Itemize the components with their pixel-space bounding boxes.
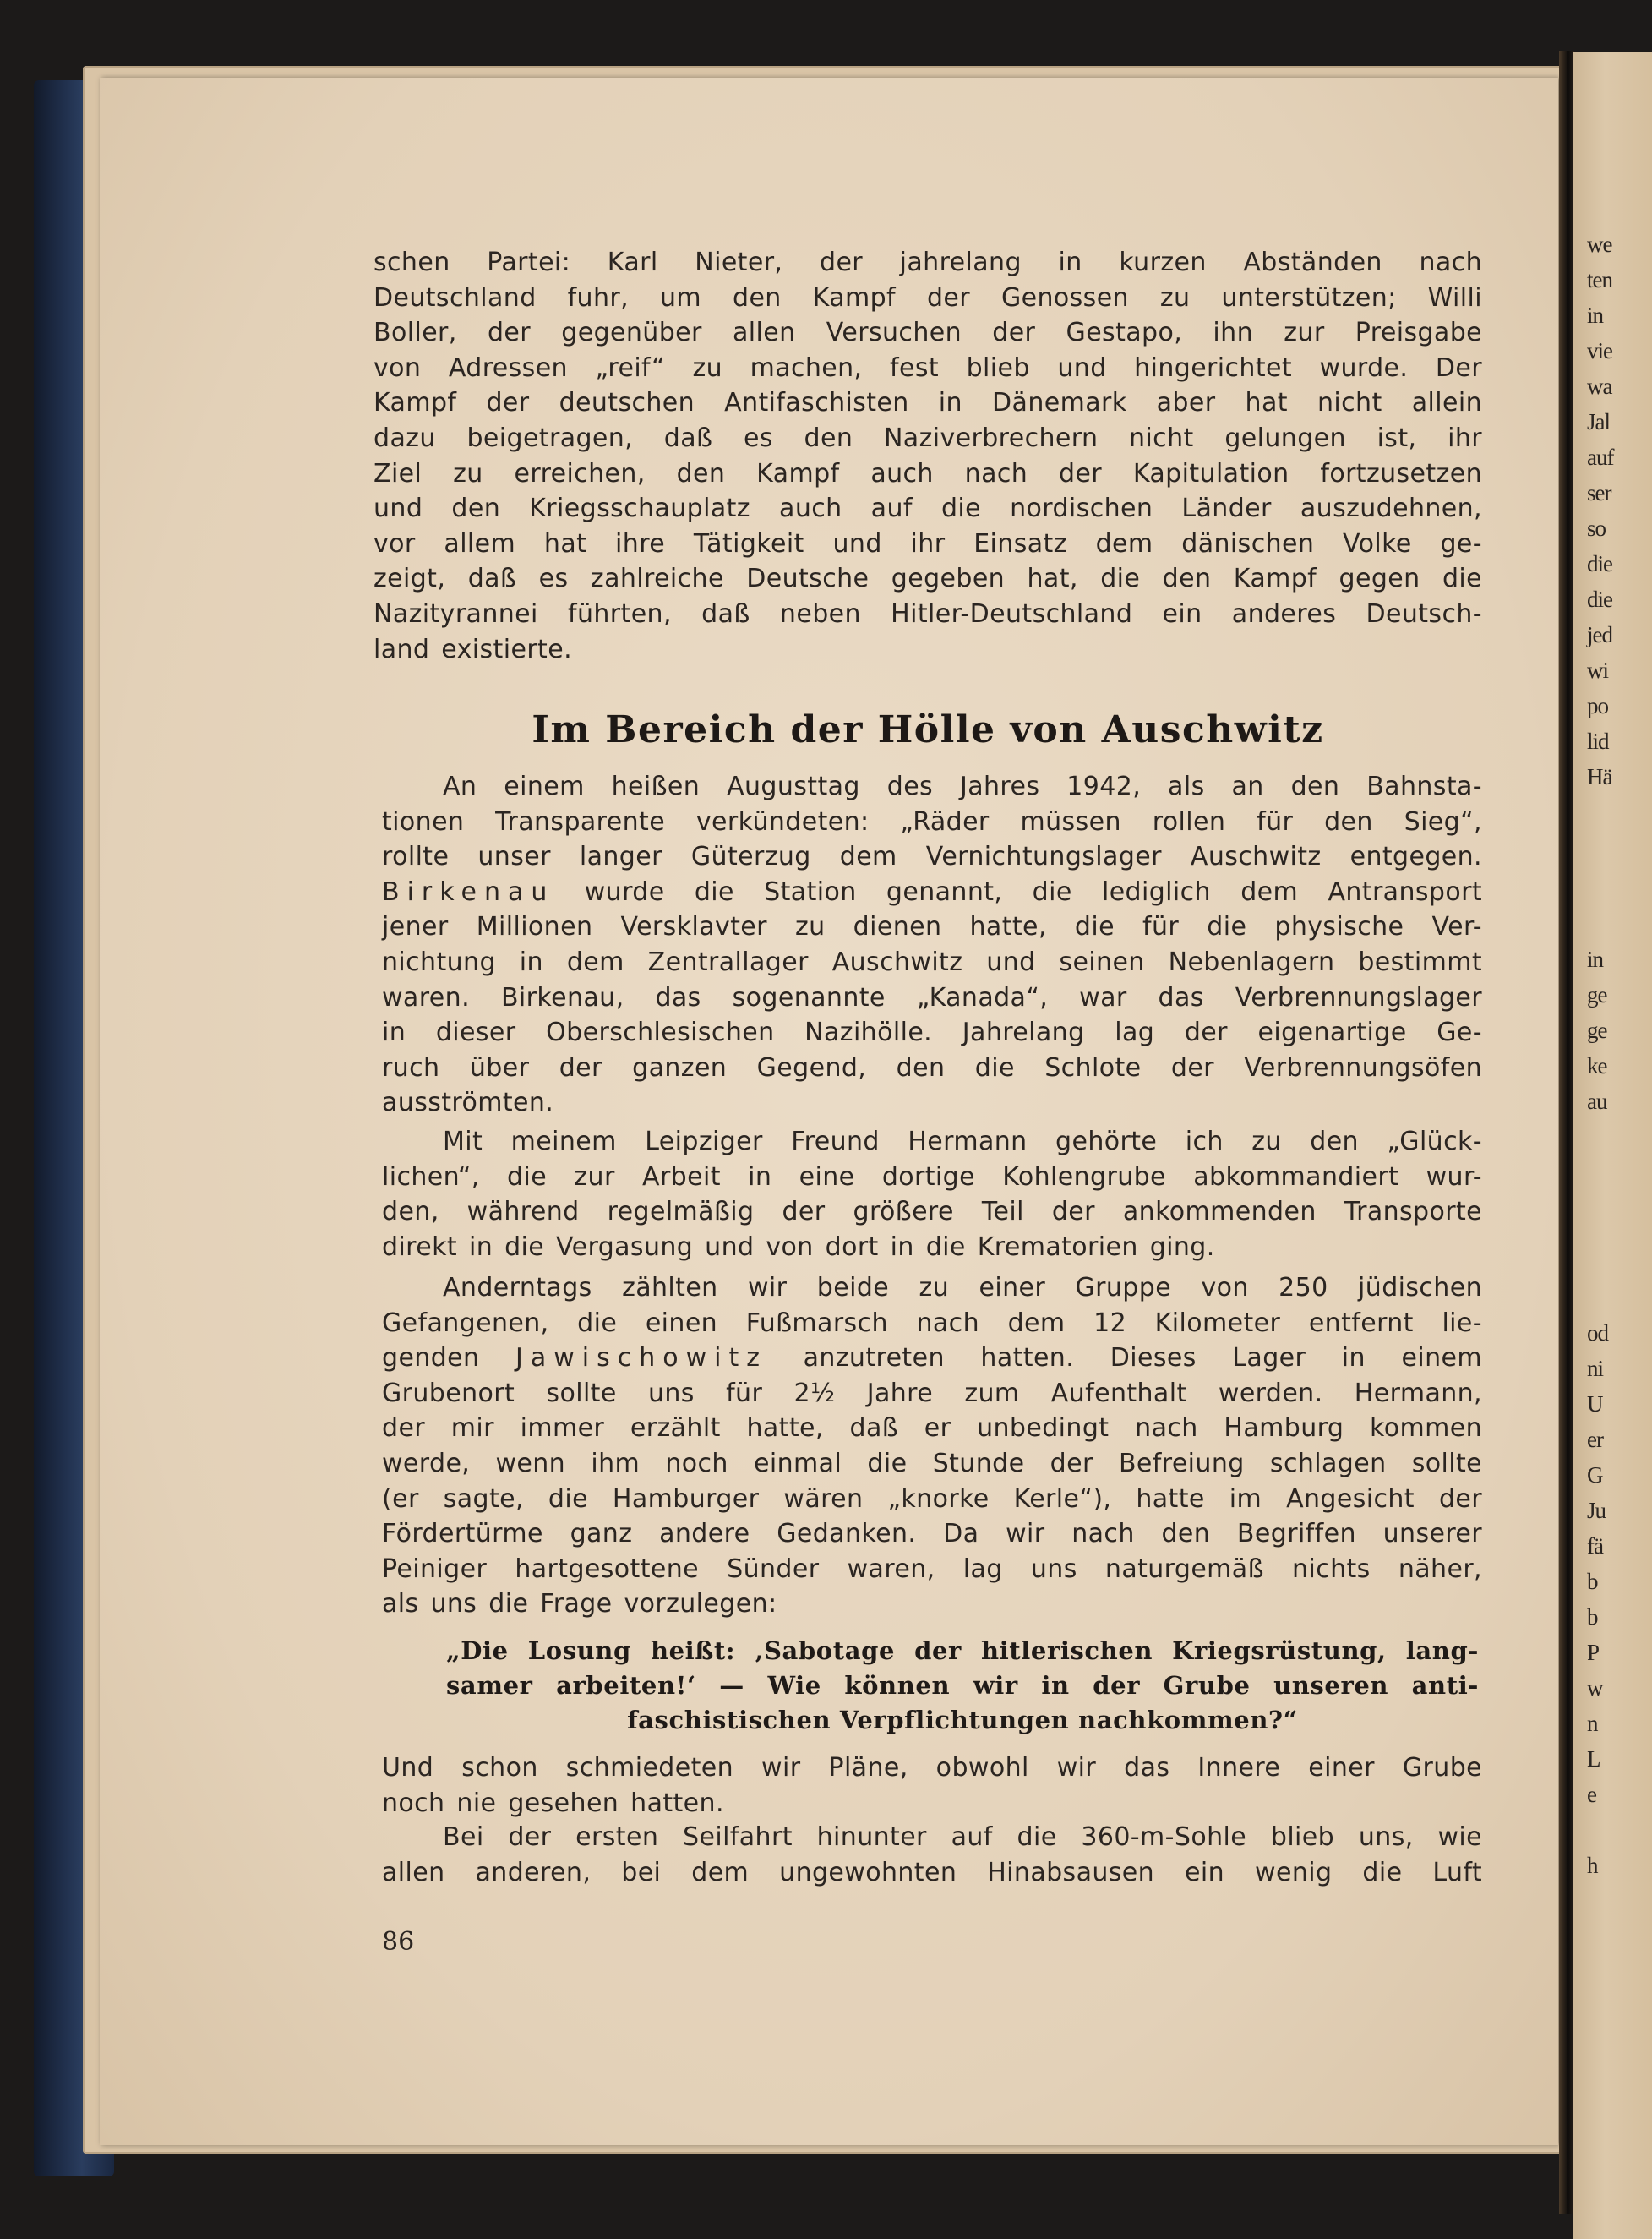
adjacent-fragment: au <box>1587 1089 1607 1114</box>
text-line: Mit meinem Leipziger Freund Hermann gehörte ich zu den „Glück- <box>443 1127 1482 1156</box>
text-line: Gefangenen, die einen Fußmarsch nach dem 12 Kilometer entfernt lie- <box>382 1308 1482 1338</box>
text-line: rollte unser langer Güterzug dem Vernichtungslager Auschwitz entgegen. <box>382 842 1482 872</box>
adjacent-fragment: od <box>1587 1320 1608 1346</box>
text-line: Boller, der gegenüber allen Versuchen der Gestapo, ihn zur Preisgabe <box>373 318 1482 348</box>
station-name: Birkenau <box>382 876 555 907</box>
text-line: Peiniger hartgesottene Sünder waren, lag uns naturgemäß nichts näher, <box>382 1554 1482 1584</box>
text-line: als uns die Frage vorzulegen: <box>382 1589 777 1619</box>
adjacent-fragment: in <box>1587 303 1604 328</box>
adjacent-fragment: e <box>1587 1782 1596 1807</box>
adjacent-fragment: auf <box>1587 445 1614 470</box>
text-line: (er sagte, die Hamburger wären „knorke Kerle“), hatte im Angesicht der <box>382 1483 1482 1514</box>
paragraph-march <box>382 1270 1482 1622</box>
text-line: Anderntags zählten wir beide zu einer Gruppe von 250 jüdischen <box>443 1273 1482 1302</box>
adjacent-fragment: Ju <box>1587 1498 1606 1523</box>
text-line: nichtung in dem Zentrallager Auschwitz und seinen Nebenlagern bestimmt <box>382 947 1482 977</box>
text-line: allen anderen, bei dem ungewohnten Hinabsausen ein wenig die Luft <box>382 1857 1482 1887</box>
adjacent-fragment: fä <box>1587 1533 1603 1559</box>
text-fragment: anzutreten hatten. Dieses Lager in einem <box>803 1343 1483 1373</box>
adjacent-fragment: in <box>1587 947 1604 972</box>
adjacent-fragment: G <box>1587 1462 1603 1488</box>
adjacent-fragment: ge <box>1587 1018 1607 1043</box>
text-line: Nazityrannei führten, daß neben Hitler-Deutschland ein anderes Deutsch- <box>373 598 1482 629</box>
paragraph-plans <box>382 1750 1482 1821</box>
adjacent-fragment: Jal <box>1587 409 1610 434</box>
intro-paragraph <box>373 245 1482 667</box>
section-heading: Im Bereich der Hölle von Auschwitz <box>532 708 1324 751</box>
quote-line: „Die Losung heißt: ‚Sabotage der hitlerischen Kriegsrüstung, lang- <box>446 1636 1479 1665</box>
text-line: Bei der ersten Seilfahrt hinunter auf die 360-m-Sohle blieb uns, wie <box>443 1822 1482 1852</box>
text-line: vor allem hat ihre Tätigkeit und ihr Einsatz dem dänischen Volke ge- <box>373 528 1482 559</box>
adjacent-fragment: ge <box>1587 982 1607 1008</box>
adjacent-fragment: po <box>1587 693 1608 718</box>
adjacent-fragment: b <box>1587 1569 1598 1594</box>
adjacent-fragment: ten <box>1587 267 1612 292</box>
adjacent-fragment: vie <box>1587 338 1612 363</box>
text-line: Deutschland fuhr, um den Kampf der Genossen zu unterstützen; Willi <box>373 282 1482 313</box>
quote-line: faschistischen Verpflichtungen nachkommen?“ <box>627 1706 1298 1734</box>
text-line: von Adressen „reif“ zu machen, fest blieb und hingerichtet wurde. Der <box>373 352 1482 383</box>
text-line: Fördertürme ganz andere Gedanken. Da wir nach den Begriffen unserer <box>382 1519 1482 1549</box>
text-line: der mir immer erzählt hatte, daß er unbedingt nach Hamburg kommen <box>382 1413 1482 1444</box>
text-line: direkt in die Vergasung und von dort in die Krematorien ging. <box>382 1231 1215 1262</box>
slogan-quote <box>446 1634 1479 1738</box>
adjacent-fragment: ser <box>1587 480 1611 505</box>
text-line <box>382 875 1482 910</box>
adjacent-fragment: Hä <box>1587 764 1612 789</box>
adjacent-fragment: L <box>1587 1746 1600 1772</box>
text-fragment: genden <box>382 1343 480 1373</box>
text-line: tionen Transparente verkündeten: „Räder müssen rollen für den Sieg“, <box>382 806 1482 837</box>
adjacent-fragment: er <box>1587 1427 1603 1452</box>
text-line: den, während regelmäßig der größere Teil der ankommenden Transporte <box>382 1197 1482 1227</box>
paragraph-friend <box>382 1124 1482 1264</box>
text-line: land existierte. <box>373 634 573 664</box>
text-line: werde, wenn ihm noch einmal die Stunde der Befreiung schlagen sollte <box>382 1448 1482 1478</box>
page-number: 86 <box>382 1927 415 1957</box>
adjacent-fragment: wi <box>1587 658 1608 683</box>
text-line: ausströmten. <box>382 1088 554 1118</box>
book-gutter <box>1559 51 1574 2214</box>
adjacent-fragment: h <box>1587 1853 1598 1878</box>
adjacent-page <box>1573 52 1652 2239</box>
text-line: zeigt, daß es zahlreiche Deutsche gegeben hat, die den Kampf gegen die <box>373 564 1482 594</box>
text-fragment: wurde die Station genannt, die lediglich dem Antransport <box>584 876 1483 907</box>
text-line: noch nie gesehen hatten. <box>382 1788 724 1818</box>
text-line: dazu beigetragen, daß es den Naziverbrechern nicht gelungen ist, ihr <box>373 423 1482 453</box>
text-line: jener Millionen Versklavter zu dienen hatte, die für die physische Ver- <box>382 912 1482 942</box>
adjacent-fragment: so <box>1587 516 1606 541</box>
quote-line: samer arbeiten!‘ — Wie können wir in der Grube unseren anti- <box>446 1671 1479 1700</box>
text-line: ruch über der ganzen Gegend, den die Schlote der Verbrennungsöfen <box>382 1052 1482 1083</box>
adjacent-fragment: die <box>1587 551 1612 576</box>
adjacent-fragment: wa <box>1587 374 1612 399</box>
adjacent-fragment: jed <box>1587 622 1612 647</box>
text-line: Kampf der deutschen Antifaschisten in Dänemark aber hat nicht allein <box>373 388 1482 418</box>
text-line: Und schon schmiedeten wir Pläne, obwohl wir das Innere einer Grube <box>382 1753 1482 1783</box>
text-line: lichen“, die zur Arbeit in eine dortige Kohlengrube abkommandiert wur- <box>382 1161 1482 1192</box>
adjacent-fragment: we <box>1587 232 1612 257</box>
adjacent-fragment: die <box>1587 587 1612 612</box>
adjacent-fragment: n <box>1587 1711 1598 1736</box>
adjacent-fragment: ke <box>1587 1053 1607 1079</box>
adjacent-fragment: ni <box>1587 1356 1604 1381</box>
text-line: Ziel zu erreichen, den Kampf auch nach der Kapitulation fortzusetzen <box>373 458 1482 489</box>
camp-name: Jawischowitz <box>515 1343 767 1373</box>
text-line: Grubenort sollte uns für 2½ Jahre zum Aufenthalt werden. Hermann, <box>382 1378 1482 1408</box>
adjacent-fragment: lid <box>1587 729 1609 754</box>
text-line <box>382 1341 1482 1376</box>
adjacent-fragment: b <box>1587 1604 1598 1630</box>
text-line: in dieser Oberschlesischen Nazihölle. Jahrelang lag der eigenartige Ge- <box>382 1018 1482 1048</box>
adjacent-fragment: w <box>1587 1675 1603 1701</box>
adjacent-fragment: P <box>1587 1640 1600 1665</box>
adjacent-fragment: U <box>1587 1391 1603 1417</box>
text-line: schen Partei: Karl Nieter, der jahrelang in kurzen Abständen nach <box>373 248 1482 277</box>
text-line: An einem heißen Augusttag des Jahres 1942, als an den Bahnsta- <box>443 772 1482 801</box>
paragraph-descent <box>382 1820 1482 1890</box>
text-line: und den Kriegsschauplatz auch auf die nordischen Länder auszudehnen, <box>373 494 1482 524</box>
paragraph-arrival <box>382 769 1482 1121</box>
text-line: waren. Birkenau, das sogenannte „Kanada“, war das Verbrennungslager <box>382 982 1482 1013</box>
